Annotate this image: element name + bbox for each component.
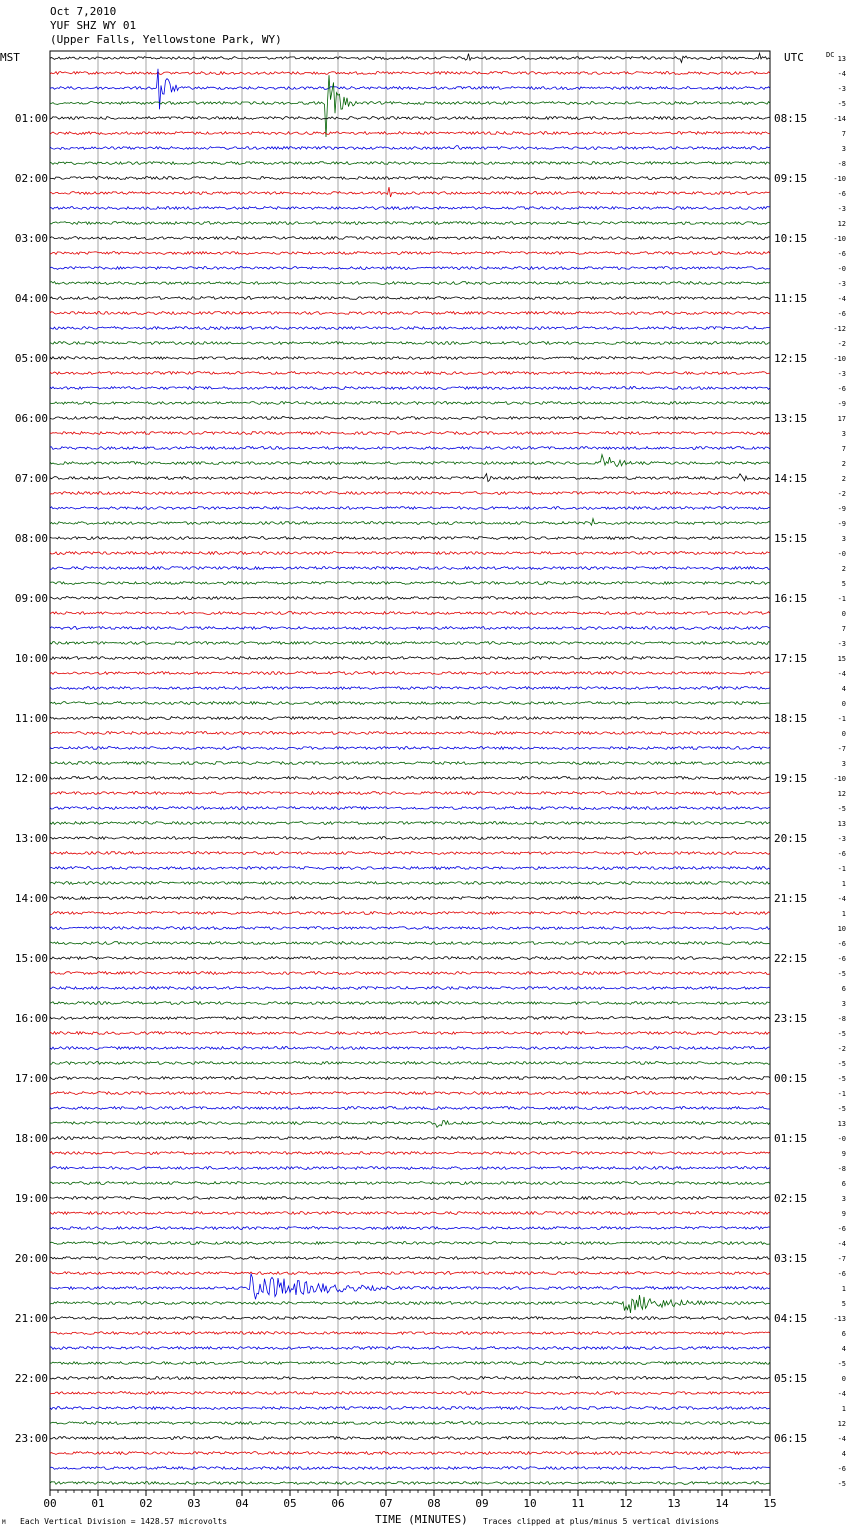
- mst-axis-title: MST: [0, 51, 20, 64]
- dc-offset-label: 4: [841, 1450, 846, 1458]
- utc-hour-label: 00:15: [774, 1072, 808, 1085]
- dc-offset-label: -4: [837, 895, 846, 903]
- dc-offset-label: -1: [837, 865, 846, 873]
- dc-offset-label: -9: [837, 400, 846, 408]
- mst-hour-label: 04:00: [14, 292, 48, 305]
- trace-line: [50, 357, 770, 360]
- dc-offset-label: 4: [841, 685, 846, 693]
- dc-offset-label: -3: [837, 85, 846, 93]
- utc-hour-label: 17:15: [774, 652, 808, 665]
- x-tick-label: 07: [379, 1497, 393, 1510]
- dc-offset-label: 5: [841, 580, 846, 588]
- x-tick-label: 14: [715, 1497, 729, 1510]
- utc-hour-label: 22:15: [774, 952, 808, 965]
- dc-offset-label: -6: [837, 310, 846, 318]
- trace-line: [50, 1107, 770, 1110]
- dc-offset-label: 6: [841, 985, 846, 993]
- trace-line: [50, 252, 770, 255]
- trace-line: [50, 852, 770, 855]
- trace-line: [50, 657, 770, 660]
- utc-hour-label: 03:15: [774, 1252, 808, 1265]
- dc-offset-label: 1: [841, 1285, 846, 1293]
- trace-line: [50, 455, 770, 467]
- dc-offset-label: 4: [841, 1345, 846, 1353]
- dc-offset-label: 17: [837, 415, 846, 423]
- trace-line: [50, 267, 770, 270]
- utc-hour-label: 11:15: [774, 292, 808, 305]
- utc-hour-label: 13:15: [774, 412, 808, 425]
- mst-hour-label: 06:00: [14, 412, 48, 425]
- dc-offset-label: -2: [837, 490, 846, 498]
- trace-line: [50, 342, 770, 345]
- trace-line: [50, 612, 770, 615]
- dc-offset-label: 1: [841, 1405, 846, 1413]
- trace-line: [50, 777, 770, 780]
- dc-offset-label: 2: [841, 565, 846, 573]
- dc-offset-label: -8: [837, 1015, 846, 1023]
- dc-offset-label: 12: [837, 790, 846, 798]
- trace-line: [50, 687, 770, 690]
- dc-offset-label: 9: [841, 1150, 846, 1158]
- utc-hour-label: 06:15: [774, 1432, 808, 1445]
- x-tick-label: 06: [331, 1497, 345, 1510]
- dc-offset-label: -4: [837, 295, 846, 303]
- dc-offset-label: -0: [837, 1135, 846, 1143]
- dc-offset-label: 2: [841, 460, 846, 468]
- utc-hour-label: 05:15: [774, 1372, 808, 1385]
- mst-hour-label: 10:00: [14, 652, 48, 665]
- dc-offset-label: 12: [837, 220, 846, 228]
- trace-line: [50, 1467, 770, 1470]
- trace-line: [50, 507, 770, 510]
- trace-line: [50, 762, 770, 765]
- mst-hour-label: 14:00: [14, 892, 48, 905]
- dc-offset-label: 3: [841, 535, 846, 543]
- utc-hour-label: 09:15: [774, 172, 808, 185]
- dc-offset-label: 7: [841, 625, 846, 633]
- trace-line: [50, 53, 770, 62]
- mst-hour-label: 21:00: [14, 1312, 48, 1325]
- trace-line: [50, 702, 770, 705]
- trace-line: [50, 222, 770, 225]
- dc-offset-label: -5: [837, 100, 846, 108]
- trace-line: [50, 552, 770, 555]
- trace-line: [50, 1272, 770, 1275]
- dc-offset-label: 15: [837, 655, 846, 663]
- dc-offset-label: -5: [837, 1105, 846, 1113]
- trace-line: [50, 927, 770, 930]
- trace-line: [50, 1137, 770, 1140]
- dc-offset-label: -3: [837, 205, 846, 213]
- trace-line: [50, 132, 770, 135]
- trace-line: [50, 519, 770, 526]
- dc-offset-label: -8: [837, 160, 846, 168]
- trace-line: [50, 1392, 770, 1395]
- trace-line: [50, 237, 770, 240]
- station-location: (Upper Falls, Yellowstone Park, WY): [50, 33, 282, 46]
- trace-line: [50, 417, 770, 420]
- trace-line: [50, 987, 770, 990]
- trace-line: [50, 867, 770, 870]
- mst-hour-label: 11:00: [14, 712, 48, 725]
- trace-line: [50, 1047, 770, 1050]
- trace-line: [50, 75, 770, 137]
- dc-offset-label: -4: [837, 1390, 846, 1398]
- dc-offset-label: -3: [837, 835, 846, 843]
- trace-line: [50, 747, 770, 750]
- dc-offset-label: 6: [841, 1330, 846, 1338]
- mst-hour-label: 20:00: [14, 1252, 48, 1265]
- dc-offset-label: 1: [841, 880, 846, 888]
- trace-line: [50, 582, 770, 585]
- dc-offset-label: -7: [837, 745, 846, 753]
- mst-hour-label: 15:00: [14, 952, 48, 965]
- dc-offset-label: 0: [841, 1375, 846, 1383]
- trace-line: [50, 297, 770, 300]
- trace-line: [50, 897, 770, 900]
- x-tick-label: 10: [523, 1497, 537, 1510]
- utc-hour-label: 12:15: [774, 352, 808, 365]
- mst-hour-label: 18:00: [14, 1132, 48, 1145]
- dc-offset-label: -6: [837, 1270, 846, 1278]
- dc-offset-label: -14: [833, 115, 846, 123]
- trace-line: [50, 822, 770, 825]
- trace-line: [50, 1242, 770, 1245]
- x-tick-label: 04: [235, 1497, 249, 1510]
- trace-line: [50, 1212, 770, 1215]
- trace-line: [50, 717, 770, 720]
- trace-line: [50, 474, 770, 482]
- trace-line: [50, 1062, 770, 1065]
- trace-line: [50, 1152, 770, 1155]
- utc-hour-label: 16:15: [774, 592, 808, 605]
- trace-line: [50, 372, 770, 375]
- trace-line: [50, 912, 770, 915]
- trace-line: [50, 1407, 770, 1410]
- x-tick-label: 12: [619, 1497, 633, 1510]
- dc-offset-label: 3: [841, 1195, 846, 1203]
- x-tick-label: 01: [91, 1497, 105, 1510]
- dc-offset-label: -5: [837, 1030, 846, 1038]
- trace-line: [50, 1227, 770, 1230]
- x-tick-label: 13: [667, 1497, 681, 1510]
- trace-line: [50, 1295, 770, 1313]
- dc-offset-label: -5: [837, 970, 846, 978]
- utc-hour-label: 19:15: [774, 772, 808, 785]
- dc-offset-label: 2: [841, 475, 846, 483]
- dc-offset-label: -6: [837, 1225, 846, 1233]
- trace-line: [50, 1002, 770, 1005]
- dc-offset-label: -5: [837, 805, 846, 813]
- dc-offset-label: -10: [833, 775, 846, 783]
- dc-offset-label: 0: [841, 610, 846, 618]
- trace-line: [50, 1437, 770, 1440]
- utc-hour-label: 04:15: [774, 1312, 808, 1325]
- utc-hour-label: 15:15: [774, 532, 808, 545]
- dc-offset-label: -5: [837, 1060, 846, 1068]
- trace-line: [50, 447, 770, 450]
- dc-offset-label: -13: [833, 1315, 846, 1323]
- x-tick-label: 11: [571, 1497, 585, 1510]
- mst-hour-label: 13:00: [14, 832, 48, 845]
- dc-offset-label: -7: [837, 1255, 846, 1263]
- dc-offset-label: -4: [837, 670, 846, 678]
- trace-line: [50, 327, 770, 330]
- dc-offset-label: -4: [837, 1435, 846, 1443]
- x-tick-label: 15: [763, 1497, 777, 1510]
- x-axis-title: TIME (MINUTES): [375, 1513, 468, 1526]
- trace-line: [50, 1317, 770, 1320]
- trace-line: [50, 837, 770, 840]
- dc-offset-label: -6: [837, 250, 846, 258]
- trace-line: [50, 942, 770, 945]
- dc-offset-label: -3: [837, 640, 846, 648]
- corner-mark: M: [2, 1519, 6, 1526]
- trace-line: [50, 1422, 770, 1425]
- trace-line: [50, 387, 770, 390]
- utc-hour-label: 08:15: [774, 112, 808, 125]
- dc-offset-label: -6: [837, 955, 846, 963]
- trace-line: [50, 807, 770, 810]
- dc-offset-label: -6: [837, 190, 846, 198]
- trace-line: [50, 146, 770, 150]
- dc-offset-label: -0: [837, 265, 846, 273]
- trace-line: [50, 1452, 770, 1455]
- trace-line: [50, 1077, 770, 1080]
- trace-line: [50, 1257, 770, 1260]
- dc-offset-label: -2: [837, 340, 846, 348]
- trace-line: [50, 882, 770, 885]
- trace-line: [50, 1121, 770, 1128]
- trace-line: [50, 1332, 770, 1335]
- utc-hour-label: 23:15: [774, 1012, 808, 1025]
- dc-offset-label: -9: [837, 505, 846, 513]
- dc-offset-label: -5: [837, 1075, 846, 1083]
- utc-hour-label: 14:15: [774, 472, 808, 485]
- dc-offset-label: 13: [837, 820, 846, 828]
- trace-line: [50, 1197, 770, 1200]
- trace-line: [50, 1347, 770, 1350]
- dc-offset-label: 3: [841, 145, 846, 153]
- x-tick-label: 02: [139, 1497, 153, 1510]
- dc-offset-label: -6: [837, 850, 846, 858]
- mst-hour-label: 02:00: [14, 172, 48, 185]
- utc-hour-label: 21:15: [774, 892, 808, 905]
- scale-note: Each Vertical Division = 1428.57 microvolts: [20, 1517, 228, 1526]
- utc-hour-label: 20:15: [774, 832, 808, 845]
- dc-offset-label: -2: [837, 1045, 846, 1053]
- dc-offset-label: -5: [837, 1360, 846, 1368]
- mst-hour-label: 07:00: [14, 472, 48, 485]
- trace-line: [50, 1482, 770, 1485]
- dc-offset-label: -10: [833, 175, 846, 183]
- trace-line: [50, 207, 770, 210]
- trace-line: [50, 957, 770, 960]
- trace-line: [50, 312, 770, 315]
- trace-line: [50, 1092, 770, 1095]
- dc-offset-label: -10: [833, 355, 846, 363]
- utc-hour-label: 01:15: [774, 1132, 808, 1145]
- dc-offset-label: 0: [841, 730, 846, 738]
- dc-header-label: DC: [826, 51, 835, 59]
- dc-offset-label: 9: [841, 1210, 846, 1218]
- dc-offset-label: -6: [837, 1465, 846, 1473]
- dc-offset-label: 13: [837, 55, 846, 63]
- trace-line: [50, 1274, 770, 1300]
- x-tick-label: 08: [427, 1497, 441, 1510]
- dc-offset-label: -12: [833, 325, 846, 333]
- dc-offset-label: 3: [841, 430, 846, 438]
- trace-line: [50, 492, 770, 495]
- mst-hour-label: 03:00: [14, 232, 48, 245]
- dc-offset-label: -9: [837, 520, 846, 528]
- station-code: YUF SHZ WY 01: [50, 19, 137, 32]
- dc-offset-label: -4: [837, 1240, 846, 1248]
- mst-hour-label: 19:00: [14, 1192, 48, 1205]
- dc-offset-label: 3: [841, 760, 846, 768]
- dc-offset-label: 3: [841, 1000, 846, 1008]
- dc-offset-label: -3: [837, 370, 846, 378]
- trace-line: [50, 792, 770, 795]
- trace-line: [50, 177, 770, 180]
- x-tick-label: 00: [43, 1497, 57, 1510]
- trace-line: [50, 1017, 770, 1020]
- dc-offset-label: -4: [837, 70, 846, 78]
- trace-line: [50, 732, 770, 735]
- trace-line: [50, 972, 770, 975]
- dc-offset-label: 7: [841, 445, 846, 453]
- trace-line: [50, 567, 770, 570]
- trace-line: [50, 1032, 770, 1035]
- mst-hour-label: 16:00: [14, 1012, 48, 1025]
- trace-line: [50, 402, 770, 405]
- mst-hour-label: 01:00: [14, 112, 48, 125]
- trace-line: [50, 672, 770, 675]
- utc-axis-title: UTC: [784, 51, 804, 64]
- trace-line: [50, 187, 770, 197]
- plot-date: Oct 7,2010: [50, 5, 117, 18]
- dc-offset-label: -6: [837, 940, 846, 948]
- mst-hour-label: 09:00: [14, 592, 48, 605]
- dc-offset-label: -6: [837, 385, 846, 393]
- trace-line: [50, 642, 770, 645]
- dc-offset-label: 5: [841, 1300, 846, 1308]
- dc-offset-label: 12: [837, 1420, 846, 1428]
- dc-offset-label: -1: [837, 715, 846, 723]
- trace-line: [50, 117, 770, 120]
- mst-hour-label: 22:00: [14, 1372, 48, 1385]
- trace-line: [50, 597, 770, 600]
- dc-offset-label: 13: [837, 1120, 846, 1128]
- trace-line: [50, 1167, 770, 1170]
- dc-offset-label: 10: [837, 925, 846, 933]
- trace-line: [50, 1377, 770, 1380]
- trace-line: [50, 1362, 770, 1365]
- mst-hour-label: 08:00: [14, 532, 48, 545]
- clip-note: Traces clipped at plus/minus 5 vertical divisions: [483, 1517, 720, 1526]
- utc-hour-label: 02:15: [774, 1192, 808, 1205]
- trace-line: [50, 162, 770, 165]
- dc-offset-label: 0: [841, 700, 846, 708]
- dc-offset-label: -3: [837, 280, 846, 288]
- dc-offset-label: 1: [841, 910, 846, 918]
- dc-offset-label: 6: [841, 1180, 846, 1188]
- utc-hour-label: 10:15: [774, 232, 808, 245]
- mst-hour-label: 05:00: [14, 352, 48, 365]
- utc-hour-label: 18:15: [774, 712, 808, 725]
- x-tick-label: 03: [187, 1497, 201, 1510]
- dc-offset-label: 7: [841, 130, 846, 138]
- dc-offset-label: -0: [837, 550, 846, 558]
- trace-line: [50, 432, 770, 435]
- dc-offset-label: -1: [837, 595, 846, 603]
- dc-offset-label: -5: [837, 1480, 846, 1488]
- x-tick-label: 09: [475, 1497, 489, 1510]
- x-tick-label: 05: [283, 1497, 297, 1510]
- mst-hour-label: 17:00: [14, 1072, 48, 1085]
- dc-offset-label: -1: [837, 1090, 846, 1098]
- trace-line: [50, 537, 770, 540]
- mst-hour-label: 23:00: [14, 1432, 48, 1445]
- dc-offset-label: -10: [833, 235, 846, 243]
- dc-offset-label: -8: [837, 1165, 846, 1173]
- trace-line: [50, 1182, 770, 1185]
- trace-line: [50, 282, 770, 285]
- trace-line: [50, 627, 770, 630]
- mst-hour-label: 12:00: [14, 772, 48, 785]
